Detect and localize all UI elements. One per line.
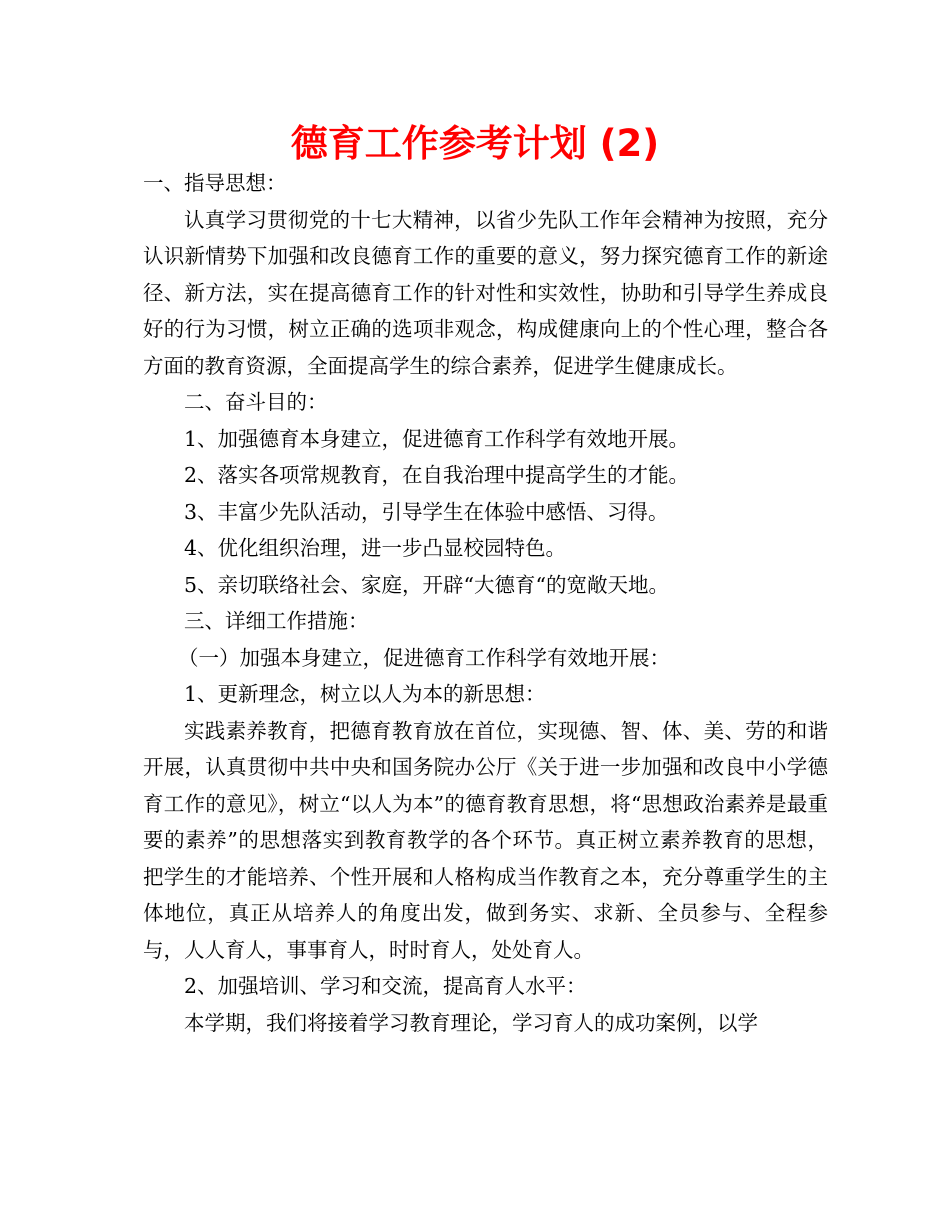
goal-item-4: 4、优化组织治理，进一步凸显校园特色。 xyxy=(184,536,567,560)
goal-item-3: 3、丰富少先队活动，引导学生在体验中感悟、习得。 xyxy=(184,499,669,524)
paragraph-measure-1: 实践素养教育，把德育教育放在首位，实现德、智、体、美、劳的和谐开展，认真贯彻中共中央和国务院办公厅《关于进一步加强和改良中小学德育工作的意见》，树立“以人为本”的德育教育思想，将“思想政治素养是最重要的素养”的思想落实到教育教学的各个环节。真正树立素养教育的思想，把学生的才能培养、个性开展和人格构成当作教育之本，充分尊重学生的主体地位，真正从培养人的角度出发，做到务实、求新、全员参与、全程参与，人人育人，事事育人，时时育人，处处育人。 xyxy=(143,718,828,962)
goal-item-5: 5、亲切联络社会、家庭，开辟“大德育“的宽敞天地。 xyxy=(184,572,670,597)
measure-heading-1: 1、更新理念，树立以人为本的新思想： xyxy=(184,682,546,706)
document-body xyxy=(143,165,828,1041)
section-heading-3: 三、详细工作措施： xyxy=(184,609,369,633)
subsection-heading-1: （一）加强本身建立，促进德育工作科学有效地开展： xyxy=(178,645,670,670)
goal-item-2: 2、落实各项常规教育，在自我治理中提高学生的才能。 xyxy=(184,463,690,487)
paragraph-guiding-thought: 认真学习贯彻党的十七大精神，以省少先队工作年会精神为按照，充分认识新情势下加强和改良德育工作的重要的意义，努力探究德育工作的新途径、新方法，实在提高德育工作的针对性和实效性，协助和引导学生养成良好的行为习惯，树立正确的选项非观念，构成健康向上的个性心理，整合各方面的教育资源，全面提高学生的综合素养，促进学生健康成长。 xyxy=(143,207,828,378)
goal-item-1: 1、加强德育本身建立，促进德育工作科学有效地开展。 xyxy=(184,426,690,451)
measure-heading-2: 2、加强培训、学习和交流，提高育人水平： xyxy=(184,974,587,998)
paragraph-measure-2: 本学期，我们将接着学习教育理论，学习育人的成功案例，以学 xyxy=(184,1010,758,1035)
document-title: 德育工作参考计划 (2) xyxy=(290,122,660,165)
section-heading-1: 一、指导思想： xyxy=(143,171,287,195)
section-heading-2: 二、奋斗目的： xyxy=(184,390,328,414)
